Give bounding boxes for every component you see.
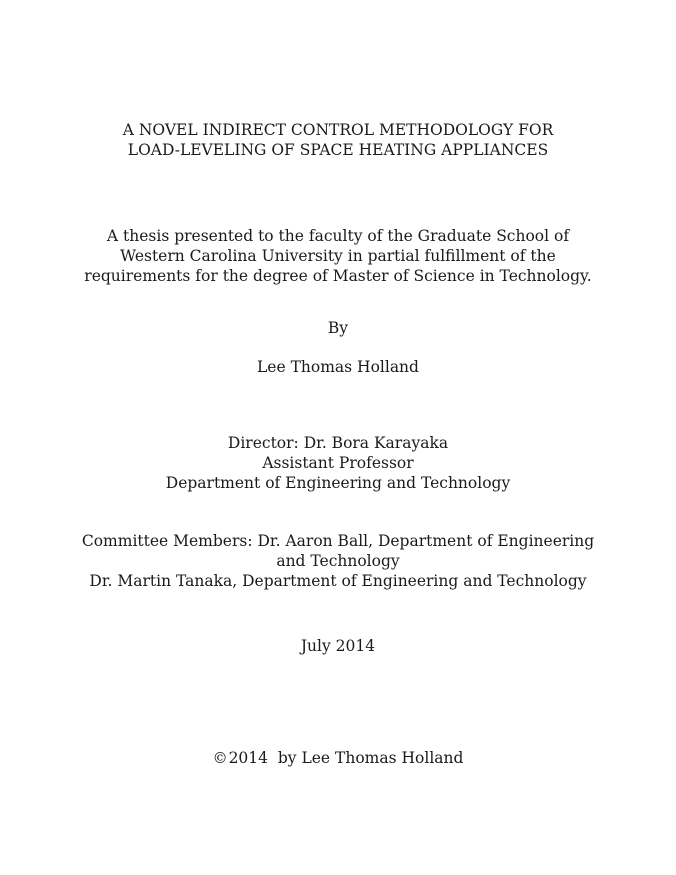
- author-name: [0, 357, 676, 377]
- thesis-statement-line-1: A thesis presented to the faculty of the Graduate School of: [106, 227, 570, 245]
- copyright-symbol: ©: [212, 749, 228, 767]
- by-label: [0, 318, 676, 338]
- date-text: July 2014: [300, 637, 376, 655]
- copyright-text: 2014 by Lee Thomas Holland: [228, 749, 464, 767]
- title-line-1: A NOVEL INDIRECT CONTROL METHODOLOGY FOR: [122, 121, 554, 139]
- thesis-title: [0, 120, 676, 160]
- committee-line-1: Committee Members: Dr. Aaron Ball, Department of Engineering: [81, 532, 595, 550]
- director-info: [0, 433, 676, 493]
- thesis-statement: [0, 226, 676, 286]
- submission-date: [0, 636, 676, 656]
- copyright-line: [0, 748, 676, 768]
- thesis-statement-line-2: Western Carolina University in partial fulfillment of the: [120, 247, 556, 265]
- committee-line-2: and Technology: [276, 552, 400, 570]
- director-line-2: Assistant Professor: [262, 454, 414, 472]
- director-line-1: Director: Dr. Bora Karayaka: [227, 434, 449, 452]
- author-text: Lee Thomas Holland: [257, 358, 419, 376]
- title-line-2: LOAD-LEVELING OF SPACE HEATING APPLIANCES: [127, 141, 549, 159]
- copyright-notice: [0, 748, 676, 768]
- thesis-statement-line-3: requirements for the degree of Master of Science in Technology.: [84, 267, 592, 285]
- director-line-3: Department of Engineering and Technology: [165, 474, 511, 492]
- committee-members: [0, 531, 676, 591]
- by-text: By: [327, 319, 349, 337]
- committee-line-3: Dr. Martin Tanaka, Department of Engineering and Technology: [89, 572, 587, 590]
